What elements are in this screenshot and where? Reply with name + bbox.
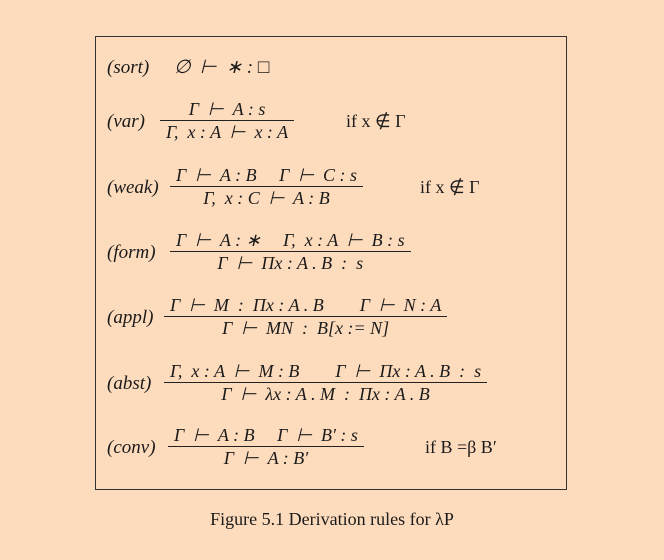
weak-side-condition: if x ∉ Γ (420, 177, 480, 197)
conv-conclusion: Γ ⊢ A : B′ (223, 448, 309, 469)
weak-premise: Γ ⊢ A : B Γ ⊢ C : s (176, 165, 358, 185)
form-rule-fraction (170, 229, 411, 274)
appl-rule-fraction (164, 294, 447, 339)
rule-name-appl: (appl) (107, 307, 154, 328)
var-side-condition: if x ∉ Γ (346, 111, 406, 131)
conv-side-condition: if B =β B′ (425, 437, 497, 457)
figure-caption: Figure 5.1 Derivation rules for λP (210, 509, 454, 529)
conv-rule-fraction (168, 424, 364, 469)
abst-rule-fraction (164, 360, 487, 405)
abst-premise: Γ, x : A ⊢ M : B Γ ⊢ Πx : A . B : s (170, 361, 482, 381)
var-conclusion: Γ, x : A ⊢ x : A (166, 122, 289, 143)
abst-conclusion: Γ ⊢ λx : A . M : Πx : A . B (221, 384, 430, 405)
sort-axiom: ∅ ⊢ ∗ : □ (174, 57, 270, 78)
form-conclusion: Γ ⊢ Πx : A . B : s (217, 253, 364, 274)
conv-premise: Γ ⊢ A : B Γ ⊢ B′ : s (174, 425, 358, 445)
appl-premise: Γ ⊢ M : Πx : A . B Γ ⊢ N : A (170, 295, 442, 315)
rule-name-var: (var) (107, 111, 145, 132)
appl-conclusion: Γ ⊢ MN : B[x := N] (222, 318, 390, 339)
weak-rule-fraction (170, 164, 363, 209)
rule-name-form: (form) (107, 242, 156, 263)
rule-name-conv: (conv) (107, 437, 156, 458)
var-premise: Γ ⊢ A : s (188, 99, 266, 119)
rule-name-sort: (sort) (107, 57, 150, 78)
var-rule-fraction (160, 98, 294, 143)
rule-name-weak: (weak) (107, 177, 159, 198)
rule-name-abst: (abst) (107, 373, 152, 394)
weak-conclusion: Γ, x : C ⊢ A : B (203, 188, 330, 209)
form-premise: Γ ⊢ A : ∗ Γ, x : A ⊢ B : s (176, 230, 405, 250)
